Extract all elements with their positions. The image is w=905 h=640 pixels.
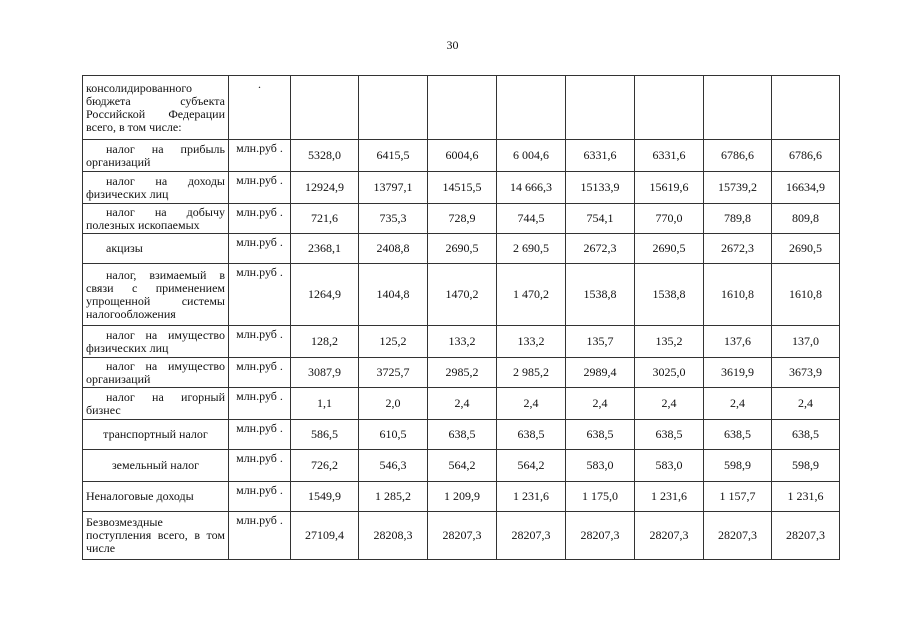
value-cell: 135,7	[566, 326, 635, 358]
value-cell: 1470,2	[428, 264, 497, 326]
value-cell: 6331,6	[635, 140, 704, 172]
row-label: Безвозмездные поступления всего, в том числе	[83, 512, 229, 560]
row-label: налог на добычу полезных ископаемых	[83, 204, 229, 234]
value-cell: 744,5	[497, 204, 566, 234]
table-row	[83, 234, 840, 264]
value-cell: 6331,6	[566, 140, 635, 172]
row-label: транспортный налог	[83, 420, 229, 450]
value-cell: 1 157,7	[704, 482, 772, 512]
value-cell: 28207,3	[635, 512, 704, 560]
value-cell: 5328,0	[291, 140, 359, 172]
value-cell: 2690,5	[772, 234, 840, 264]
value-cell: 13797,1	[359, 172, 428, 204]
unit-cell: млн.руб .	[229, 482, 291, 512]
value-cell: 2,4	[428, 388, 497, 420]
value-cell: 638,5	[635, 420, 704, 450]
table-row	[83, 388, 840, 420]
value-cell: 28207,3	[497, 512, 566, 560]
value-cell: 15133,9	[566, 172, 635, 204]
value-cell: 137,0	[772, 326, 840, 358]
value-cell: 1 231,6	[772, 482, 840, 512]
value-cell: 2672,3	[566, 234, 635, 264]
value-cell: 1610,8	[704, 264, 772, 326]
value-cell: 2,4	[497, 388, 566, 420]
row-label: налог на доходы физических лиц	[83, 172, 229, 204]
value-cell: 638,5	[497, 420, 566, 450]
row-label: налог на имущество физических лиц	[83, 326, 229, 358]
value-cell: 770,0	[635, 204, 704, 234]
row-label: Неналоговые доходы	[83, 482, 229, 512]
table-row	[83, 450, 840, 482]
table-row	[83, 358, 840, 388]
value-cell: 12924,9	[291, 172, 359, 204]
unit-cell: млн.руб .	[229, 326, 291, 358]
value-cell: 564,2	[428, 450, 497, 482]
unit-cell: млн.руб .	[229, 420, 291, 450]
unit-cell: млн.руб .	[229, 140, 291, 172]
unit-cell: млн.руб .	[229, 358, 291, 388]
value-cell: 1549,9	[291, 482, 359, 512]
value-cell: 546,3	[359, 450, 428, 482]
value-cell: 128,2	[291, 326, 359, 358]
value-cell: 1 209,9	[428, 482, 497, 512]
value-cell	[291, 76, 359, 140]
value-cell: 14 666,3	[497, 172, 566, 204]
table-row	[83, 326, 840, 358]
value-cell: 133,2	[497, 326, 566, 358]
value-cell: 2985,2	[428, 358, 497, 388]
row-label: налог на прибыль организаций	[83, 140, 229, 172]
value-cell: 28207,3	[704, 512, 772, 560]
value-cell: 598,9	[704, 450, 772, 482]
value-cell: 2408,8	[359, 234, 428, 264]
value-cell: 754,1	[566, 204, 635, 234]
page-number: 30	[446, 38, 459, 52]
value-cell: 137,6	[704, 326, 772, 358]
value-cell: 6786,6	[772, 140, 840, 172]
value-cell: 2989,4	[566, 358, 635, 388]
value-cell: 1 470,2	[497, 264, 566, 326]
value-cell: 125,2	[359, 326, 428, 358]
value-cell: 135,2	[635, 326, 704, 358]
row-label: налог, взимаемый в связи с применением упрощенной системы налогообложения	[83, 264, 229, 326]
value-cell: 1,1	[291, 388, 359, 420]
budget-revenue-table	[82, 75, 840, 560]
value-cell: 789,8	[704, 204, 772, 234]
value-cell: 726,2	[291, 450, 359, 482]
value-cell: 6786,6	[704, 140, 772, 172]
value-cell: 3087,9	[291, 358, 359, 388]
value-cell	[566, 76, 635, 140]
table-row	[83, 172, 840, 204]
row-label: земельный налог	[83, 450, 229, 482]
value-cell: 2,4	[566, 388, 635, 420]
value-cell: 638,5	[704, 420, 772, 450]
value-cell	[704, 76, 772, 140]
value-cell: 1 175,0	[566, 482, 635, 512]
value-cell	[635, 76, 704, 140]
value-cell: 3725,7	[359, 358, 428, 388]
value-cell: 638,5	[772, 420, 840, 450]
value-cell: 564,2	[497, 450, 566, 482]
value-cell: 638,5	[428, 420, 497, 450]
value-cell: 14515,5	[428, 172, 497, 204]
table-row	[83, 482, 840, 512]
value-cell: 6 004,6	[497, 140, 566, 172]
unit-cell: млн.руб .	[229, 234, 291, 264]
table-row	[83, 140, 840, 172]
value-cell: 735,3	[359, 204, 428, 234]
value-cell: 15619,6	[635, 172, 704, 204]
value-cell: 638,5	[566, 420, 635, 450]
value-cell: 16634,9	[772, 172, 840, 204]
value-cell	[359, 76, 428, 140]
value-cell: 586,5	[291, 420, 359, 450]
table-row	[83, 512, 840, 560]
table-row	[83, 264, 840, 326]
unit-cell: млн.руб .	[229, 204, 291, 234]
unit-cell: млн.руб .	[229, 264, 291, 326]
value-cell: 809,8	[772, 204, 840, 234]
table-row	[83, 204, 840, 234]
value-cell: 1610,8	[772, 264, 840, 326]
value-cell: 2672,3	[704, 234, 772, 264]
unit-cell: млн.руб .	[229, 388, 291, 420]
value-cell: 3619,9	[704, 358, 772, 388]
value-cell	[428, 76, 497, 140]
value-cell: 15739,2	[704, 172, 772, 204]
value-cell: 1538,8	[566, 264, 635, 326]
value-cell: 598,9	[772, 450, 840, 482]
unit-cell: млн.руб .	[229, 450, 291, 482]
row-label: налог на игорный бизнес	[83, 388, 229, 420]
value-cell: 3673,9	[772, 358, 840, 388]
value-cell: 1 231,6	[635, 482, 704, 512]
value-cell: 28207,3	[428, 512, 497, 560]
value-cell: 2 690,5	[497, 234, 566, 264]
value-cell: 2,0	[359, 388, 428, 420]
unit-cell: млн.руб .	[229, 172, 291, 204]
value-cell: 1 231,6	[497, 482, 566, 512]
value-cell: 1538,8	[635, 264, 704, 326]
value-cell: 1264,9	[291, 264, 359, 326]
value-cell: 28207,3	[772, 512, 840, 560]
value-cell: 2,4	[704, 388, 772, 420]
row-label: налог на имущество организаций	[83, 358, 229, 388]
value-cell: 27109,4	[291, 512, 359, 560]
value-cell	[772, 76, 840, 140]
value-cell: 6415,5	[359, 140, 428, 172]
table-row	[83, 420, 840, 450]
value-cell: 728,9	[428, 204, 497, 234]
value-cell: 1404,8	[359, 264, 428, 326]
table-row	[83, 76, 840, 140]
value-cell: 133,2	[428, 326, 497, 358]
row-label: консолидированного бюджета субъекта Российской Федерации всего, в том числе:	[83, 76, 229, 140]
value-cell	[497, 76, 566, 140]
value-cell: 2368,1	[291, 234, 359, 264]
value-cell: 583,0	[635, 450, 704, 482]
value-cell: 610,5	[359, 420, 428, 450]
value-cell: 28208,3	[359, 512, 428, 560]
value-cell: 3025,0	[635, 358, 704, 388]
value-cell: 2,4	[772, 388, 840, 420]
value-cell: 28207,3	[566, 512, 635, 560]
value-cell: 721,6	[291, 204, 359, 234]
unit-cell: млн.руб .	[229, 512, 291, 560]
value-cell: 2690,5	[635, 234, 704, 264]
value-cell: 6004,6	[428, 140, 497, 172]
value-cell: 2 985,2	[497, 358, 566, 388]
row-label: акцизы	[83, 234, 229, 264]
value-cell: 2,4	[635, 388, 704, 420]
value-cell: 1 285,2	[359, 482, 428, 512]
unit-cell: .	[229, 76, 291, 140]
value-cell: 2690,5	[428, 234, 497, 264]
value-cell: 583,0	[566, 450, 635, 482]
